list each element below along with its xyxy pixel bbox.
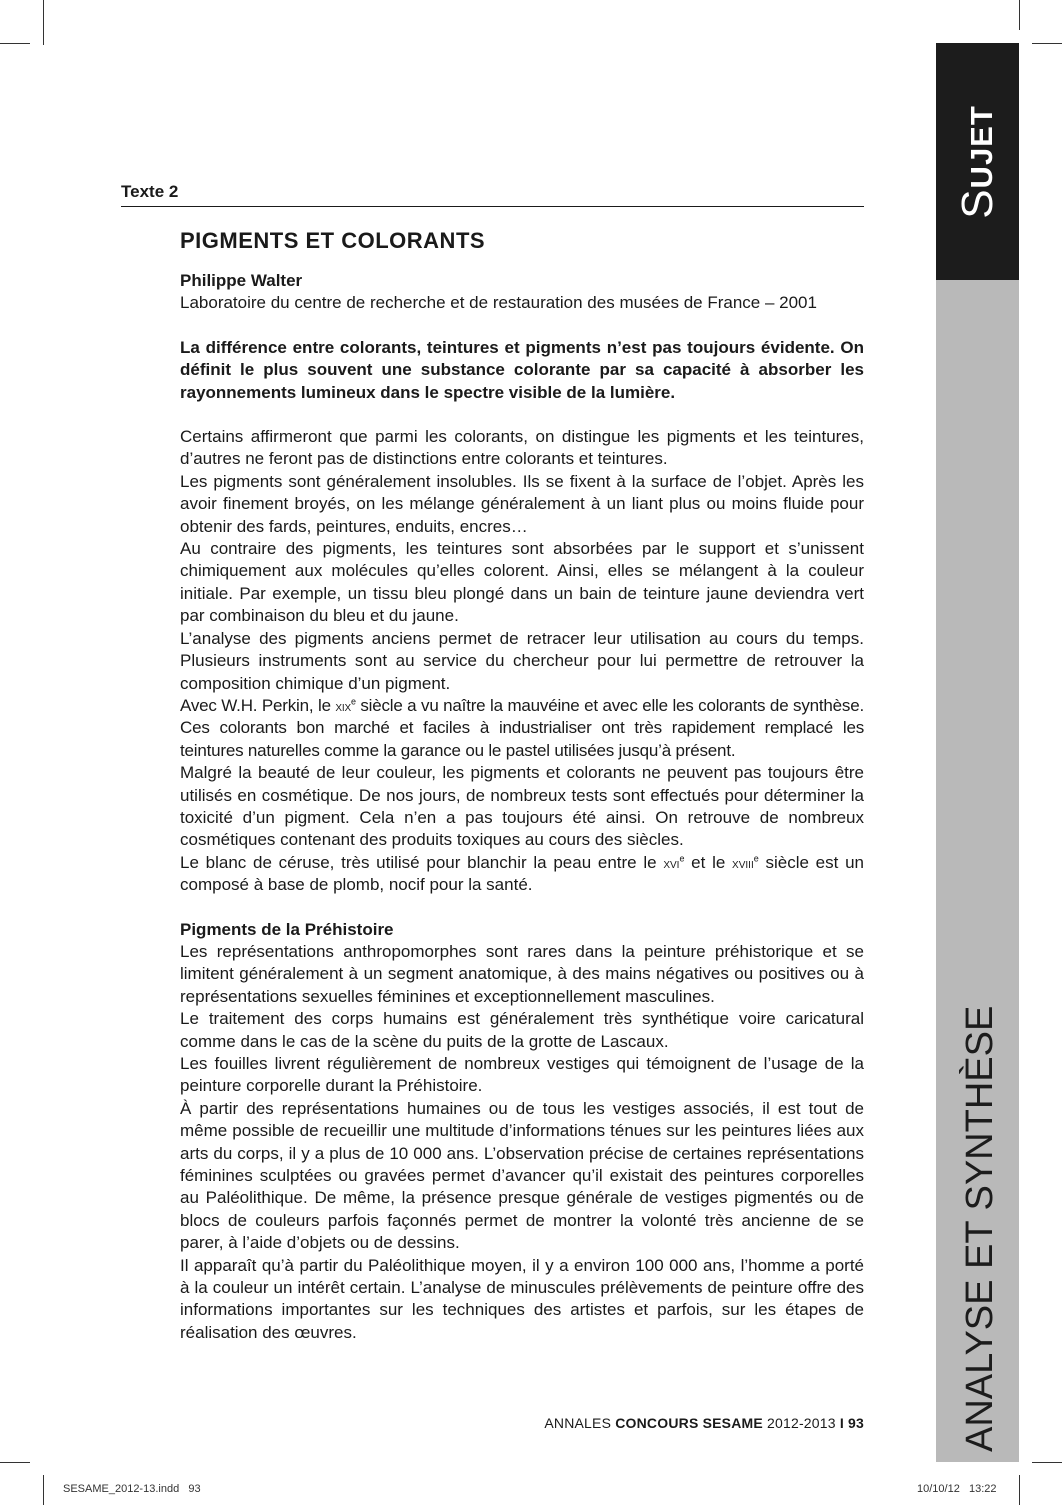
paragraph-ceruse xyxy=(180,852,864,897)
paragraph: Au contraire des pigments, les teintures sont absorbées par le support et s’unissent chimiquement aux molécules qu’elles colorent. Ainsi, elles se mélangent à la couleur initiale. Par exemple, un tissu bleu plongé dans un bain de teinture jaune deviendra vert par combinaison du bleu et du jaune. xyxy=(180,539,864,626)
author: Philippe Walter xyxy=(180,271,303,290)
paragraph: Malgré la beauté de leur couleur, les pigments et colorants ne peuvent pas toujours être utilisés en cosmétique. De nos jours, de nombreux tests sont effectués pour déterminer la toxicité d’un pigment. Cela n’en a pas toujours été ainsi. On retrouve de nombreux cosmétiques contenant des produits toxiques au cours des siècles. xyxy=(180,763,864,850)
footer-annales: ANNALES xyxy=(544,1415,616,1431)
crop-mark xyxy=(43,1475,44,1505)
crop-mark xyxy=(1032,43,1062,44)
paragraph: Certains affirmeront que parmi les colorants, on distingue les pigments et les teintures, d’autres ne feront pas de distinctions entre colorants et teintures. xyxy=(180,427,864,469)
text-run: Avec W.H. Perkin, le xyxy=(180,695,336,715)
page-footer xyxy=(544,1415,864,1431)
header-rule xyxy=(121,206,864,207)
century: xviii xyxy=(732,854,754,871)
paragraph: Les pigments sont généralement insolubles. Ils se fixent à la surface de l’objet. Après les avoir finement broyés, on les mélange généralement à un liant plus ou moins fluide pour obtenir des fards, peintures, enduits, encres… xyxy=(180,471,864,536)
footer-years: 2012-2013 xyxy=(762,1415,840,1431)
crop-mark xyxy=(1019,0,1020,30)
text-label: Texte 2 xyxy=(121,182,179,201)
text-run: et le xyxy=(684,852,733,872)
superscript: e xyxy=(753,853,759,864)
crop-mark xyxy=(1032,1462,1062,1463)
century: xvi xyxy=(663,854,680,871)
crop-mark xyxy=(1019,1475,1020,1505)
footer-concours: CONCOURS SESAME xyxy=(615,1415,763,1431)
text-run: siècle est un composé à base de plomb, nocif pour la santé. xyxy=(180,852,864,895)
century: xix xyxy=(335,697,351,714)
crop-mark xyxy=(43,0,44,45)
text-run: siècle a vu naître la mauvéine et avec elle les colorants de synthèse. Ces colorants bon marché et faciles à industrialiser ont très rapidement remplacé les teintures naturelles comme la garance ou le pastel utilisées jusqu’à présent. xyxy=(180,695,864,760)
slug-filename: SESAME_2012-13.indd 93 xyxy=(63,1483,201,1495)
text-run: Le blanc de céruse, très utilisé pour blanchir la peau entre le xyxy=(180,852,664,872)
paragraph: Les fouilles livrent régulièrement de nombreux vestiges qui témoignent de l’usage de la peinture corporelle durant la Préhistoire. xyxy=(180,1054,864,1096)
crop-mark xyxy=(0,1462,30,1463)
superscript: e xyxy=(350,696,356,707)
paragraph: Les représentations anthropomorphes sont rares dans la peinture préhistorique et se limitent généralement à un segment anatomique, à des mains négatives ou positives ou à représentations sexuelles féminines et exceptionnellement masculines. xyxy=(180,941,864,1006)
paragraph-perkin xyxy=(180,695,864,762)
paragraph: Le traitement des corps humains est généralement très synthétique voire caricatural comme dans le cas de la scène du puits de la grotte de Lascaux. xyxy=(180,1009,864,1051)
paragraph: Il apparaît qu’à partir du Paléolithique moyen, il y a environ 100 000 ans, l’homme a porté à la couleur un intérêt certain. L’analyse de minuscules prélèvements de peinture offre des informations importantes sur les techniques des artistes et parfois, sur les étapes de réalisation des œuvres. xyxy=(180,1255,864,1342)
paragraph: L’analyse des pigments anciens permet de retracer leur utilisation au cours du temps. Plusieurs instruments sont au service du chercheur pour lui permettre de retrouver la composition chimique d’un pigment. xyxy=(180,628,864,693)
footer-separator: I xyxy=(839,1415,844,1431)
superscript: e xyxy=(679,853,685,864)
lead-paragraph: La différence entre colorants, teintures et pigments n’est pas toujours évidente. On définit le plus souvent une substance colorante par sa capacité à absorber les rayonnements lumineux dans le spectre visible de la lumière. xyxy=(180,337,864,402)
article xyxy=(180,226,864,1344)
section-tab-sujet xyxy=(936,43,1019,280)
crop-mark xyxy=(0,43,30,44)
sujet-initial: S xyxy=(952,187,1002,219)
paragraph: À partir des représentations humaines ou de tous les vestiges associés, il est tout de même possible de recueillir une multitude d’informations ténues sur les peintures liées aux arts du corps, il y a plus de 10 000 ans. L’observation précise de certaines représentations féminines sculptées ou gravées permet d’avancer qu’il existait des peintures corporelles au Paléolithique. De même, la présence presque générale de vestiges pigmentés ou de blocs de couleurs parfois façonnés permet de montrer la volonté très ancienne de se parer, à l’aide d’objets ou de dessins. xyxy=(180,1098,864,1253)
slug-date: 10/10/12 13:22 xyxy=(917,1483,997,1495)
section-label-sujet xyxy=(953,105,1003,219)
section-heading: Pigments de la Préhistoire xyxy=(180,919,394,939)
sujet-rest: ujet xyxy=(952,104,1002,188)
affiliation: Laboratoire du centre de recherche et de restauration des musées de France – 2001 xyxy=(180,293,817,313)
page-number: 93 xyxy=(843,1415,864,1431)
article-title: PIGMENTS ET COLORANTS xyxy=(180,228,486,253)
